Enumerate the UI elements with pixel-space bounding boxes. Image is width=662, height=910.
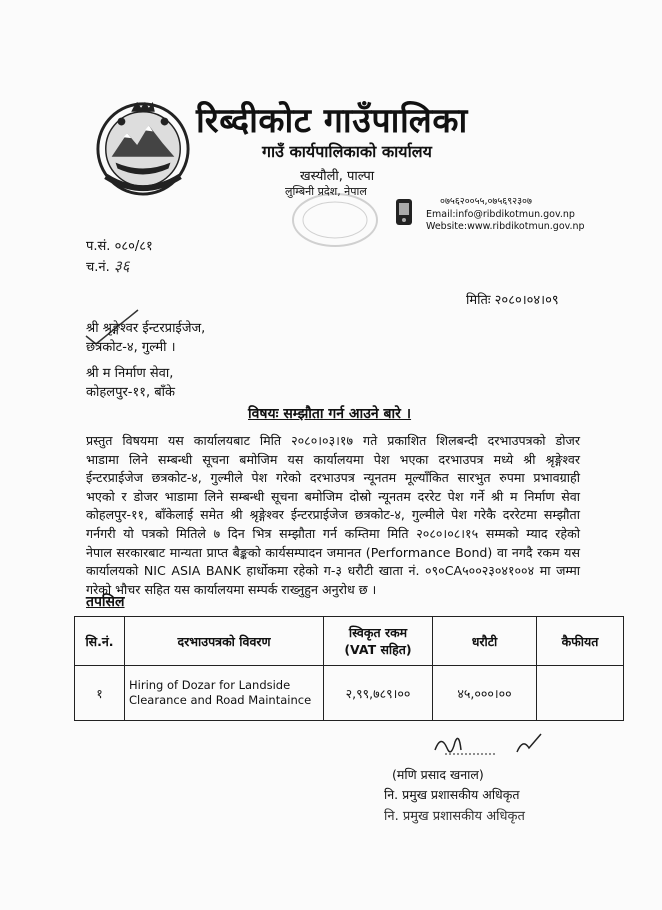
cell-remarks [537,666,624,721]
recipient-2-line-1: श्री म निर्माण सेवा, [86,366,174,381]
body-line: भएको र डोजर भाडामा लिने सम्बन्धी सूचना बमोजिम दोस्रो न्यूनतम दररेट पेश गर्ने श्री म निर्माण सेवा [86,488,580,504]
signatory-designation: नि. प्रमुख प्रशासकीय अधिकृत [384,787,520,802]
office-title: रिब्दीकोट गाउँपालिका [196,101,468,141]
cell-deposit: ४५,०००।०० [433,666,537,721]
tapasil-heading: तपसिल [86,594,125,610]
body-line: ईन्टरप्राईजेज छत्रकोट-४, गुल्मीले पेश गरेको दरभाउपत्र न्यूनतम मूल्याँकित सारभुत रुपमा प्रभावग्राही [86,470,580,486]
header-description: दरभाउपत्रको विवरण [125,617,324,666]
recipient-2-line-2: कोहलपुर-११, बाँके [86,385,176,400]
website-address: Website:www.ribdikotmun.gov.np [426,221,585,232]
email-address: Email:info@ribdikotmun.gov.np [426,208,575,220]
cell-amount: २,९९,७८९।०० [324,666,433,721]
body-line: कार्यालयको NIC ASIA BANK हार्धोकमा रहेको ग-३ धरौटी खाता नं. ०९०CA५००२३०४१००४ मा जम्मा [86,563,580,579]
office-stamp-icon [290,190,380,250]
recipient-1-line-1: श्री श्रृङ्गेश्वर ईन्टरप्राईजेज, [86,321,206,336]
body-line: प्रस्तुत विषयमा यस कार्यालयबाट मिति २०८०।०३।१७ गते प्रकाशित शिलबन्दी दरभाउपत्रको डोजर [86,433,580,448]
designation-stamp: नि. प्रमुख प्रशासकीय अधिकृत [384,809,525,824]
description-line-1: Hiring of Dozar for Landside [129,678,291,692]
signatory-name: (मणि प्रसाद खनाल) [392,767,484,782]
description-line-2: Clearance and Road Maintaince [129,693,312,707]
letter-body [86,432,580,599]
header-remarks: कैफीयत [537,617,624,666]
subject-line: विषयः सम्झौता गर्न आउने बारे । [248,406,412,422]
header-sn: सि.नं. [75,617,125,666]
header-deposit: धरौटी [433,617,537,666]
body-line: कोहलपुर-११, बाँकेलाई समेत श्री श्रृङ्गेश्वर ईन्टरप्राईजेज छत्रकोट-४, गुल्मीले पेश गरेकै दररेटमा सम्झौता [86,507,580,523]
body-line: नेपाल सरकारबाट मान्यता प्राप्त बैङ्कको कार्यसम्पादन जमानत (Performance Bond) वा नगदै रकम यस [86,544,580,560]
nepal-emblem-icon [94,98,192,196]
header-amount-line-2: (VAT सहित) [344,642,412,657]
header-amount [324,617,433,666]
phone-numbers: ०७५६२००५५,०७५६९२३०७ [440,196,532,207]
phone-icon [395,198,413,226]
office-subtitle: गाउँ कार्यपालिकाको कार्यालय [262,142,432,161]
chalani-number: ३६ [113,257,130,275]
address-line-1: खस्यौली, पाल्पा [300,169,375,184]
chalani-label: च.नं. [86,260,110,275]
handwritten-signature [405,728,565,764]
recipient-1-line-2: छत्रकोट-४, गुल्मी । [86,340,176,355]
chalani-number-row [86,256,130,276]
details-table [74,616,624,721]
cell-sn: १ [75,666,125,721]
cell-description [125,666,324,721]
patra-sankhya: प.सं. ०८०/८१ [86,239,153,254]
table-row [75,666,624,721]
table-header-row [75,617,624,666]
body-line: भाडामा लिने सम्बन्धी सूचना बमोजिम यस कार्यालयमा पेश भएका दरभाउपत्र मध्ये श्री श्रृङ्गेश्वर [86,451,580,467]
address-line-2: लुम्बिनी प्रदेश, नेपाल [285,185,367,198]
contact-block [426,196,585,234]
header-amount-line-1: स्विकृत रकम [348,625,408,640]
body-line: गरेको भौचर सहित यस कार्यालयमा सम्पर्क राख्नुहुन अनुरोध छ । [86,581,377,597]
body-line: गर्नगरी यो पत्रको मितिले ७ दिन भित्र सम्झौता गर्न कम्तिमा मिति २०८०।०८।१५ सम्मको म्याद रहेको [86,525,580,541]
letter-date: मितिः २०८०।०४।०९ [466,293,559,308]
